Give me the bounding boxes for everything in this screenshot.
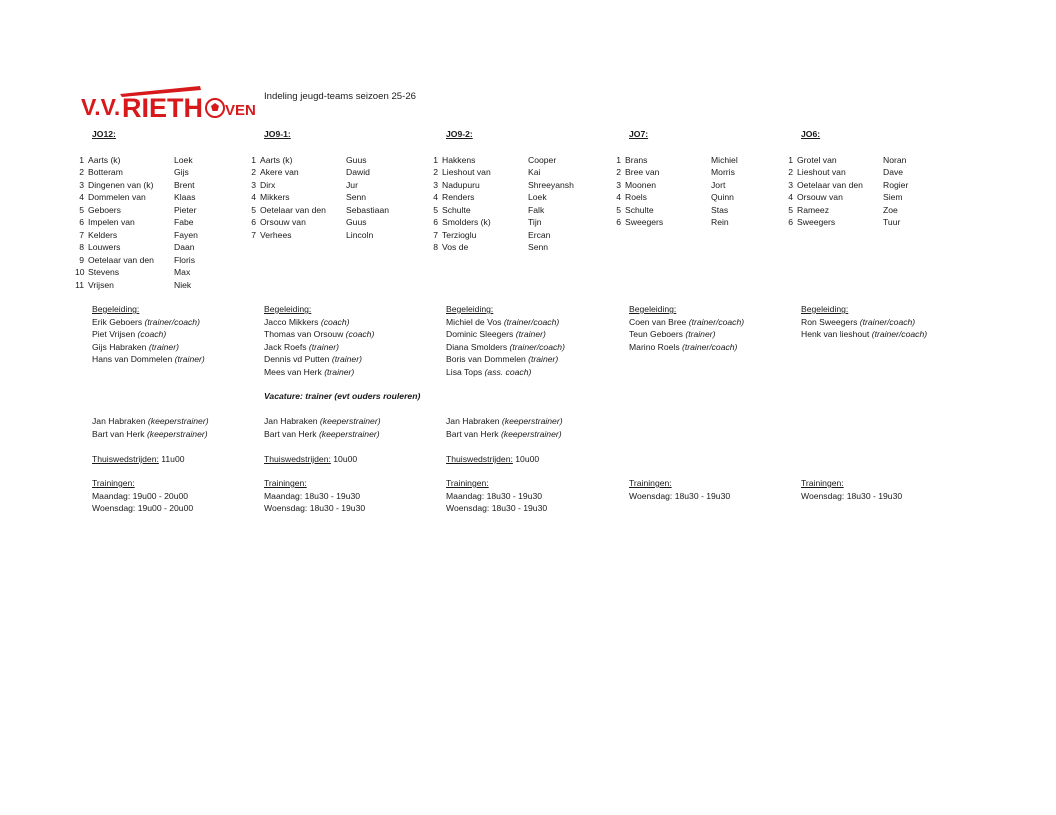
keeper-role: (keeperstrainer) xyxy=(319,416,381,426)
training-heading: Trainingen: xyxy=(446,478,489,488)
player-number: 3 xyxy=(788,179,793,190)
player-lastname: Impelen van xyxy=(88,217,135,227)
home-matches-time: 11u00 xyxy=(158,454,185,464)
player-firstname: Sebastiaan xyxy=(346,204,390,215)
training-slot: Woensdag: 18u30 - 19u30 xyxy=(446,503,548,513)
staff-member xyxy=(92,353,205,366)
player-firstname: Dawid xyxy=(346,167,370,177)
player-firstname: Max xyxy=(174,267,191,277)
training-slot: Woensdag: 18u30 - 19u30 xyxy=(264,503,366,513)
player-number: 4 xyxy=(433,192,438,202)
staff-role: (trainer) xyxy=(148,341,179,352)
keeper-name: Jan Habraken xyxy=(446,416,502,426)
keeper-name: Jan Habraken xyxy=(264,416,320,426)
staff-member xyxy=(264,316,374,329)
home-matches-label: Thuiswedstrijden: xyxy=(446,454,513,464)
staff-role: (trainer) xyxy=(308,341,339,352)
player-number: 2 xyxy=(251,167,256,177)
keeper-name: Bart van Herk xyxy=(92,428,147,439)
staff-role: (trainer/coach) xyxy=(871,329,928,339)
keeper-section xyxy=(264,415,381,440)
player-row xyxy=(612,179,781,192)
player-number: 6 xyxy=(433,217,438,227)
player-row xyxy=(247,179,416,192)
player-lastname: Vrijsen xyxy=(88,279,114,290)
staff-member xyxy=(264,328,374,341)
player-row xyxy=(247,191,416,204)
player-lastname: Rameez xyxy=(797,204,829,215)
staff-section xyxy=(92,303,205,366)
player-firstname: Lincoln xyxy=(346,229,374,240)
player-row xyxy=(75,166,244,179)
staff-role: (trainer) xyxy=(685,329,716,339)
player-number: 2 xyxy=(433,167,438,177)
player-row xyxy=(75,204,244,217)
training-section xyxy=(629,477,730,502)
player-row xyxy=(429,154,598,167)
svg-text:V.V.: V.V. xyxy=(81,94,121,120)
player-row xyxy=(429,216,598,229)
staff-name: Thomas van Orsouw xyxy=(264,329,346,339)
player-firstname: Klaas xyxy=(174,192,196,202)
keeper-role: (keeperstrainer) xyxy=(146,428,208,439)
player-lastname: Dirx xyxy=(260,179,276,190)
staff-name: Ron Sweegers xyxy=(801,316,860,327)
staff-member xyxy=(92,341,205,354)
staff-name: Marino Roels xyxy=(629,341,683,352)
player-number: 4 xyxy=(79,192,84,202)
player-firstname: Stas xyxy=(711,204,729,215)
staff-name: Coen van Bree xyxy=(629,316,689,327)
staff-member xyxy=(264,341,374,354)
staff-section xyxy=(264,303,374,378)
player-firstname: Brent xyxy=(174,179,195,190)
player-lastname: Lieshout van xyxy=(442,167,491,177)
player-lastname: Kelders xyxy=(88,229,118,240)
player-firstname: Michiel xyxy=(711,154,738,165)
player-firstname: Loek xyxy=(174,154,193,165)
player-number: 1 xyxy=(251,154,256,165)
keeper-name: Bart van Herk xyxy=(264,428,319,439)
staff-member xyxy=(92,316,205,329)
home-matches xyxy=(264,453,357,466)
staff-role: (trainer/coach) xyxy=(509,341,565,352)
staff-role: (trainer) xyxy=(528,354,559,364)
staff-name: Hans van Dommelen xyxy=(92,354,175,364)
player-firstname: Ercan xyxy=(528,229,551,240)
player-row xyxy=(429,191,598,204)
player-lastname: Vos de xyxy=(442,242,469,252)
player-firstname: Kai xyxy=(528,167,541,177)
keeper-trainer xyxy=(92,428,209,441)
staff-member xyxy=(446,341,565,354)
player-firstname: Jur xyxy=(346,179,358,190)
player-row xyxy=(75,241,244,254)
staff-name: Gijs Habraken xyxy=(92,341,149,352)
staff-member xyxy=(264,353,374,366)
player-list xyxy=(784,154,953,229)
player-number: 5 xyxy=(79,204,84,215)
staff-member xyxy=(801,316,927,329)
player-firstname: Cooper xyxy=(528,154,557,165)
player-firstname: Pieter xyxy=(174,204,197,215)
keeper-trainer xyxy=(264,428,381,441)
training-slot: Maandag: 19u00 - 20u00 xyxy=(92,490,189,501)
player-number: 7 xyxy=(433,229,438,240)
keeper-role: (keeperstrainer) xyxy=(147,416,209,426)
staff-role: (trainer/coach) xyxy=(688,316,745,327)
staff-member xyxy=(801,328,927,341)
player-row xyxy=(75,154,244,167)
home-matches-time: 10u00 xyxy=(330,454,358,464)
player-row xyxy=(247,166,416,179)
staff-member xyxy=(446,328,565,341)
player-firstname: Loek xyxy=(528,192,547,202)
player-row xyxy=(612,166,781,179)
player-row xyxy=(429,166,598,179)
player-firstname: Senn xyxy=(346,192,367,202)
team-column xyxy=(784,128,953,229)
player-lastname: Oetelaar van den xyxy=(260,204,326,215)
player-number: 6 xyxy=(616,217,621,227)
staff-member xyxy=(446,366,565,379)
player-row xyxy=(784,216,953,229)
player-row xyxy=(784,204,953,217)
team-column xyxy=(75,128,244,291)
player-firstname: Senn xyxy=(528,242,549,252)
player-row xyxy=(784,166,953,179)
player-firstname: Dave xyxy=(883,167,904,177)
staff-member xyxy=(446,316,565,329)
keeper-role: (keeperstrainer) xyxy=(318,428,380,439)
staff-role: (trainer) xyxy=(515,329,546,339)
player-row xyxy=(612,204,781,217)
keeper-trainer xyxy=(446,415,563,428)
staff-section xyxy=(629,303,744,353)
player-lastname: Sweegers xyxy=(625,217,664,227)
club-logo xyxy=(80,84,258,124)
player-number: 2 xyxy=(788,167,793,177)
player-row xyxy=(75,216,244,229)
staff-heading: Begeleiding: xyxy=(264,304,312,314)
staff-name: Jack Roefs xyxy=(264,341,309,352)
keeper-section xyxy=(92,415,209,440)
player-firstname: Shreeyansh xyxy=(528,179,574,190)
player-number: 1 xyxy=(79,154,84,165)
staff-role: (trainer) xyxy=(331,354,362,364)
vacancy-note: Vacature: trainer (evt ouders rouleren) xyxy=(264,391,421,401)
staff-name: Mees van Herk xyxy=(264,366,325,377)
training-section xyxy=(92,477,193,515)
player-number: 4 xyxy=(616,192,621,202)
staff-heading: Begeleiding: xyxy=(629,304,677,314)
staff-role: (coach) xyxy=(137,329,167,339)
player-row xyxy=(75,191,244,204)
player-row xyxy=(784,191,953,204)
player-row xyxy=(784,154,953,167)
player-lastname: Aarts (k) xyxy=(260,154,293,165)
player-row xyxy=(247,154,416,167)
staff-name: Teun Geboers xyxy=(629,329,686,339)
player-firstname: Guus xyxy=(346,217,367,227)
player-number: 5 xyxy=(788,204,793,215)
training-heading: Trainingen: xyxy=(801,478,844,488)
player-lastname: Grotel van xyxy=(797,154,837,165)
player-number: 3 xyxy=(433,179,438,190)
keeper-name: Bart van Herk xyxy=(446,428,501,439)
player-row xyxy=(429,179,598,192)
staff-member xyxy=(264,366,374,379)
player-number: 5 xyxy=(251,204,256,215)
training-slot: Woensdag: 19u00 - 20u00 xyxy=(92,503,194,513)
player-number: 9 xyxy=(79,254,84,265)
player-lastname: Nadupuru xyxy=(442,179,480,190)
player-row xyxy=(75,229,244,242)
keeper-trainer xyxy=(92,415,209,428)
player-firstname: Zoe xyxy=(883,204,898,215)
team-column xyxy=(429,128,598,254)
player-firstname: Tijn xyxy=(528,217,542,227)
staff-name: Lisa Tops xyxy=(446,366,485,377)
staff-heading: Begeleiding: xyxy=(92,304,140,314)
player-lastname: Schulte xyxy=(442,204,471,215)
staff-name: Boris van Dommelen xyxy=(446,354,529,364)
staff-role: (coach) xyxy=(320,316,350,327)
home-matches-label: Thuiswedstrijden: xyxy=(92,454,159,464)
team-title: JO7: xyxy=(629,129,649,139)
staff-member xyxy=(629,328,744,341)
staff-name: Diana Smolders xyxy=(446,341,510,352)
training-slot: Woensdag: 18u30 - 19u30 xyxy=(629,490,731,501)
player-lastname: Renders xyxy=(442,192,475,202)
training-heading: Trainingen: xyxy=(264,478,307,488)
player-row xyxy=(247,204,416,217)
player-lastname: Hakkens xyxy=(442,154,476,165)
player-list xyxy=(612,154,781,229)
player-number: 6 xyxy=(79,217,84,227)
training-slot: Maandag: 18u30 - 19u30 xyxy=(446,490,543,501)
player-firstname: Morris xyxy=(711,167,735,177)
staff-member xyxy=(446,353,565,366)
staff-name: Michiel de Vos xyxy=(446,316,504,327)
player-lastname: Terzioglu xyxy=(442,229,477,240)
player-firstname: Guus xyxy=(346,154,367,165)
player-lastname: Lieshout van xyxy=(797,167,846,177)
player-lastname: Dommelen van xyxy=(88,192,146,202)
training-section xyxy=(801,477,902,502)
player-number: 10 xyxy=(75,267,85,277)
player-number: 2 xyxy=(616,167,621,177)
keeper-role: (keeperstrainer) xyxy=(500,428,562,439)
staff-name: Erik Geboers xyxy=(92,316,145,327)
player-lastname: Akere van xyxy=(260,167,299,177)
player-list xyxy=(75,154,244,292)
player-lastname: Orsouw van xyxy=(260,217,306,227)
player-firstname: Noran xyxy=(883,154,907,165)
player-number: 6 xyxy=(251,217,256,227)
training-section xyxy=(264,477,365,515)
player-row xyxy=(612,154,781,167)
player-row xyxy=(75,266,244,279)
staff-member xyxy=(629,316,744,329)
player-lastname: Smolders (k) xyxy=(442,217,491,227)
player-lastname: Oetelaar van den xyxy=(797,179,863,190)
keeper-role: (keeperstrainer) xyxy=(501,416,563,426)
svg-text:RIETH: RIETH xyxy=(122,93,203,123)
player-number: 1 xyxy=(788,154,793,165)
team-title: JO9-1: xyxy=(264,129,291,139)
player-number: 5 xyxy=(433,204,438,215)
player-lastname: Louwers xyxy=(88,242,121,252)
player-firstname: Fabe xyxy=(174,217,194,227)
staff-section xyxy=(446,303,565,378)
training-heading: Trainingen: xyxy=(629,478,672,488)
player-lastname: Dingenen van (k) xyxy=(88,179,154,190)
staff-name: Dominic Sleegers xyxy=(446,329,516,339)
player-number: 11 xyxy=(75,279,84,290)
player-number: 4 xyxy=(788,192,793,202)
home-matches xyxy=(446,453,539,466)
training-slot: Maandag: 18u30 - 19u30 xyxy=(264,490,361,501)
staff-role: (coach) xyxy=(345,329,375,339)
player-row xyxy=(75,179,244,192)
player-number: 7 xyxy=(251,229,256,240)
player-lastname: Bree van xyxy=(625,167,660,177)
player-number: 3 xyxy=(251,179,256,190)
player-list xyxy=(247,154,416,242)
player-firstname: Daan xyxy=(174,242,195,252)
player-firstname: Falk xyxy=(528,204,545,215)
player-lastname: Stevens xyxy=(88,267,120,277)
training-section xyxy=(446,477,547,515)
player-number: 4 xyxy=(251,192,256,202)
staff-member xyxy=(629,341,744,354)
player-number: 5 xyxy=(616,204,621,215)
team-title: JO9-2: xyxy=(446,129,473,139)
player-lastname: Aarts (k) xyxy=(88,154,121,165)
staff-role: (ass. coach) xyxy=(484,366,532,377)
player-row xyxy=(429,204,598,217)
home-matches xyxy=(92,453,185,466)
staff-role: (trainer/coach) xyxy=(859,316,916,327)
player-firstname: Rein xyxy=(711,217,729,227)
player-row xyxy=(247,216,416,229)
player-firstname: Tuur xyxy=(883,217,901,227)
staff-name: Piet Vrijsen xyxy=(92,329,138,339)
team-column xyxy=(247,128,416,241)
player-row xyxy=(784,179,953,192)
player-number: 8 xyxy=(79,242,84,252)
player-lastname: Schulte xyxy=(625,204,654,215)
player-firstname: Jort xyxy=(711,179,726,190)
home-matches-time: 10u00 xyxy=(512,454,540,464)
player-firstname: Floris xyxy=(174,254,196,265)
player-number: 2 xyxy=(79,167,84,177)
team-column xyxy=(612,128,781,229)
player-row xyxy=(75,279,244,292)
document-title: Indeling jeugd-teams seizoen 25-26 xyxy=(264,91,417,102)
player-lastname: Geboers xyxy=(88,204,121,215)
player-number: 3 xyxy=(616,179,621,190)
player-lastname: Sweegers xyxy=(797,217,836,227)
player-firstname: Niek xyxy=(174,279,192,290)
team-title: JO6: xyxy=(801,129,821,139)
staff-role: (trainer) xyxy=(324,366,355,377)
player-number: 8 xyxy=(433,242,438,252)
player-row xyxy=(612,191,781,204)
keeper-section xyxy=(446,415,563,440)
training-heading: Trainingen: xyxy=(92,478,135,488)
player-row xyxy=(247,229,416,242)
player-number: 1 xyxy=(433,154,438,165)
player-firstname: Gijs xyxy=(174,167,189,177)
staff-name: Jacco Mikkers xyxy=(264,316,321,327)
staff-name: Henk van lieshout xyxy=(801,329,872,339)
staff-heading: Begeleiding: xyxy=(446,304,494,314)
player-lastname: Moonen xyxy=(625,179,657,190)
player-lastname: Roels xyxy=(625,192,647,202)
player-firstname: Fayen xyxy=(174,229,198,240)
staff-heading: Begeleiding: xyxy=(801,304,849,314)
staff-role: (trainer) xyxy=(174,354,205,364)
player-firstname: Rogier xyxy=(883,179,909,190)
player-lastname: Verhees xyxy=(260,229,292,240)
player-row xyxy=(429,241,598,254)
keeper-name: Jan Habraken xyxy=(92,416,148,426)
player-row xyxy=(612,216,781,229)
player-lastname: Oetelaar van den xyxy=(88,254,154,265)
player-number: 3 xyxy=(79,179,84,190)
staff-role: (trainer/coach) xyxy=(682,341,738,352)
keeper-trainer xyxy=(264,415,381,428)
staff-member xyxy=(92,328,205,341)
staff-section xyxy=(801,303,927,341)
player-row xyxy=(429,229,598,242)
staff-role: (trainer/coach) xyxy=(503,316,560,327)
keeper-trainer xyxy=(446,428,563,441)
player-lastname: Orsouw van xyxy=(797,192,843,202)
staff-role: (trainer/coach) xyxy=(144,316,200,327)
training-slot: Woensdag: 18u30 - 19u30 xyxy=(801,490,903,501)
player-row xyxy=(75,254,244,267)
player-number: 1 xyxy=(616,154,621,165)
player-number: 6 xyxy=(788,217,793,227)
player-list xyxy=(429,154,598,254)
player-number: 7 xyxy=(79,229,84,240)
staff-name: Dennis vd Putten xyxy=(264,354,332,364)
team-title: JO12: xyxy=(92,129,116,139)
player-lastname: Brans xyxy=(625,154,648,165)
player-lastname: Botteram xyxy=(88,167,123,177)
home-matches-label: Thuiswedstrijden: xyxy=(264,454,331,464)
svg-text:VEN: VEN xyxy=(225,102,256,119)
player-lastname: Mikkers xyxy=(260,192,290,202)
player-firstname: Quinn xyxy=(711,192,734,202)
player-firstname: Siem xyxy=(883,192,903,202)
